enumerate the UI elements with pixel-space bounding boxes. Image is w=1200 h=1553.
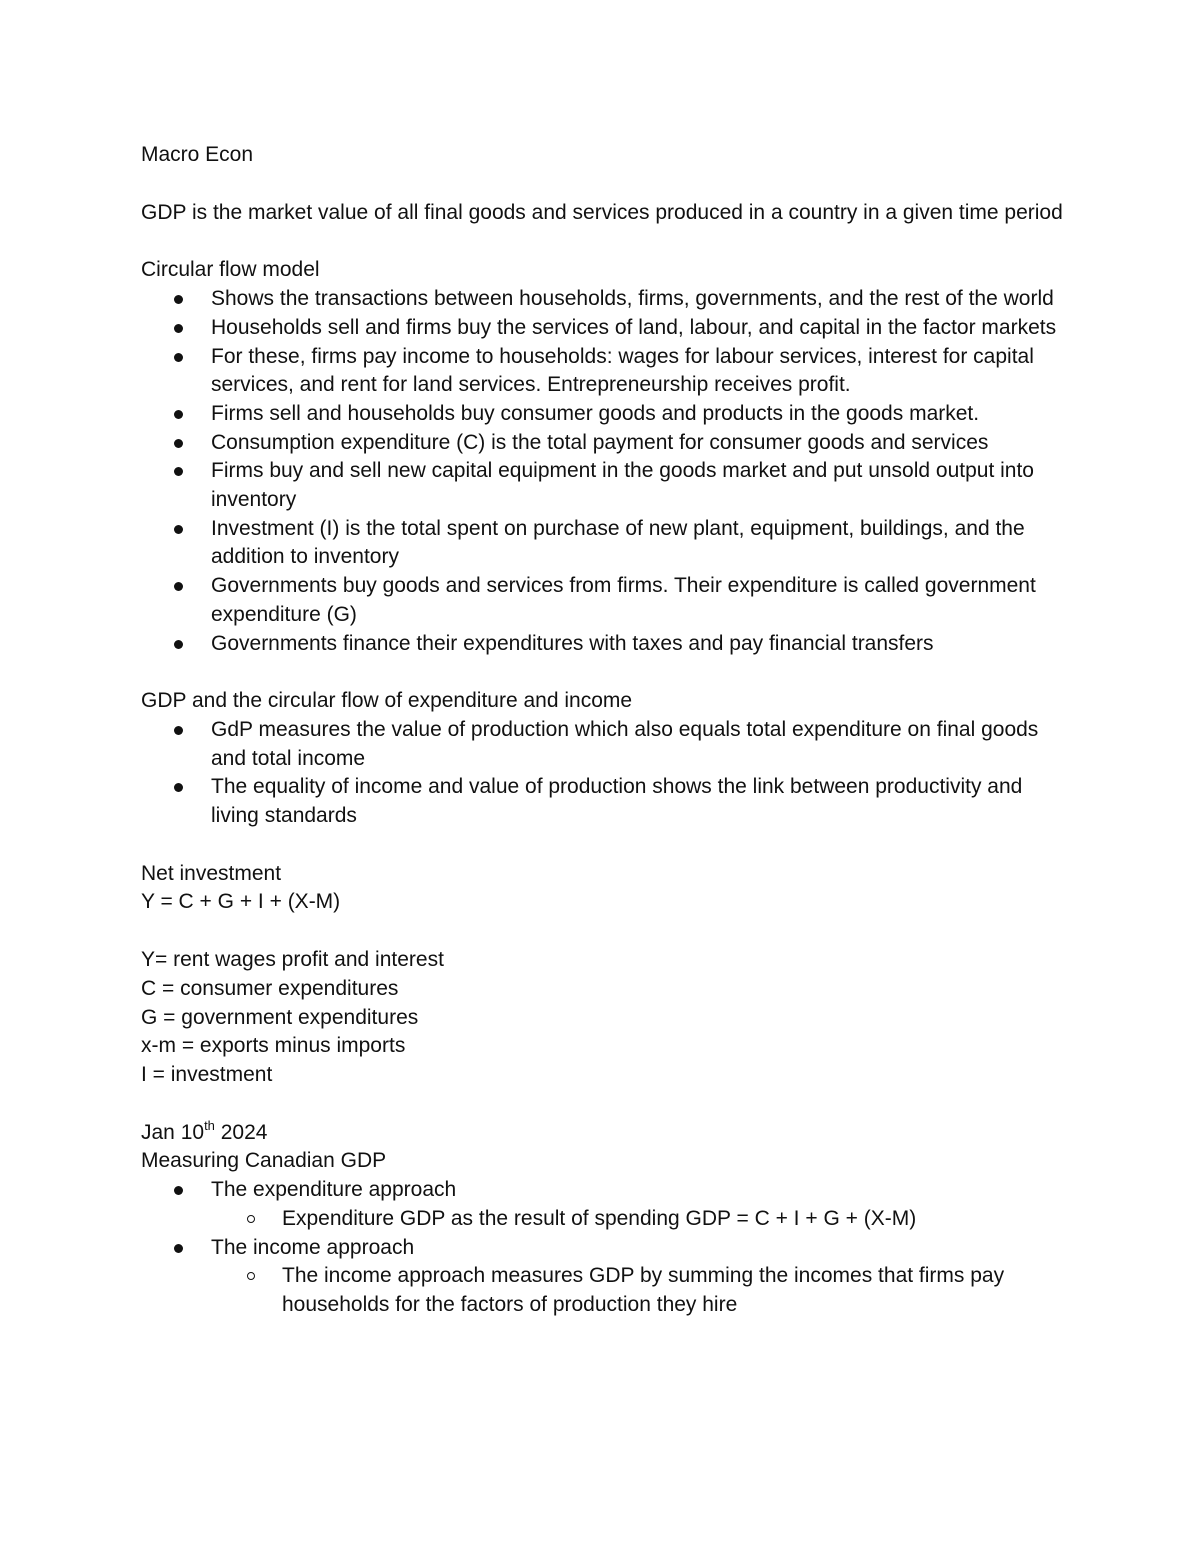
- list-item-text: Households sell and firms buy the services of land, labour, and capital in the factor markets: [211, 315, 1057, 339]
- list-item-text: GdP measures the value of production which also equals total expenditure on final goods and total income: [211, 717, 1039, 770]
- bullet-icon: [174, 582, 183, 591]
- hollow-bullet-icon: [247, 1215, 255, 1223]
- sub-list-item: [282, 1262, 1071, 1319]
- definition-line: I = investment: [141, 1062, 273, 1086]
- approach-detail: Expenditure GDP as the result of spending GDP = C + I + G + (X-M): [282, 1206, 917, 1230]
- list-item: [211, 773, 1071, 830]
- list-item-text: For these, firms pay income to households: wages for labour services, interest for capital services, and rent for land services. Entrepreneurship receives profit.: [211, 344, 1034, 397]
- list-item: [211, 429, 1071, 458]
- bullet-icon: [174, 640, 183, 649]
- sub-list: [211, 1262, 1071, 1319]
- definition-line: Y= rent wages profit and interest: [141, 948, 444, 972]
- list-item: [211, 1234, 1071, 1320]
- list-item: [211, 285, 1071, 314]
- list-item-text: Investment (I) is the total spent on purchase of new plant, equipment, buildings, and the addition to inventory: [211, 516, 1025, 569]
- approach-label: The expenditure approach: [211, 1178, 457, 1202]
- measuring-list: [141, 1176, 1071, 1320]
- list-item: [211, 343, 1071, 400]
- bullet-icon: [174, 439, 183, 448]
- approach-label: The income approach: [211, 1235, 415, 1259]
- gdp-flow-list: [141, 716, 1071, 831]
- spacer: [141, 227, 1071, 256]
- list-item-text: Governments buy goods and services from firms. Their expenditure is called government expenditure (G): [211, 574, 1036, 626]
- bullet-icon: [174, 353, 183, 362]
- gdp-equation: Y = C + G + I + (X-M): [141, 890, 341, 914]
- spacer: [141, 917, 1071, 946]
- definition-line: x-m = exports minus imports: [141, 1034, 406, 1058]
- measuring-heading: Measuring Canadian GDP: [141, 1149, 387, 1173]
- gdp-flow-heading: GDP and the circular flow of expenditure and income: [141, 689, 633, 713]
- sub-list: [211, 1205, 1071, 1234]
- bullet-icon: [174, 783, 183, 792]
- date-year: 2024: [214, 1120, 268, 1144]
- list-item: [211, 314, 1071, 343]
- bullet-icon: [174, 525, 183, 534]
- spacer: [141, 831, 1071, 860]
- document-page: [141, 141, 1071, 1320]
- bullet-icon: [174, 324, 183, 333]
- bullet-icon: [174, 410, 183, 419]
- spacer: [141, 658, 1071, 687]
- bullet-icon: [174, 1186, 183, 1195]
- list-item: [211, 1176, 1071, 1233]
- list-item: [211, 630, 1071, 659]
- list-item-text: Consumption expenditure (C) is the total payment for consumer goods and services: [211, 430, 989, 454]
- list-item: [211, 716, 1071, 773]
- document-title: Macro Econ: [141, 143, 254, 166]
- lecture-date: [141, 1119, 1071, 1148]
- net-investment-heading: Net investment: [141, 861, 282, 885]
- list-item-text: Firms sell and households buy consumer goods and products in the goods market.: [211, 401, 980, 425]
- list-item: [211, 572, 1071, 629]
- gdp-definition: GDP is the market value of all final goods and services produced in a country in a given time period: [141, 200, 1063, 224]
- list-item: [211, 400, 1071, 429]
- list-item-text: Shows the transactions between households, firms, governments, and the rest of the world: [211, 287, 1054, 311]
- date-prefix: Jan 10: [141, 1120, 205, 1144]
- bullet-icon: [174, 726, 183, 735]
- sub-list-item: [282, 1205, 1071, 1234]
- list-item-text: Governments finance their expenditures with taxes and pay financial transfers: [211, 631, 934, 655]
- circular-flow-list: [141, 285, 1071, 658]
- list-item-text: The equality of income and value of production shows the link between productivity and living standards: [211, 775, 1023, 828]
- definition-line: C = consumer expenditures: [141, 976, 399, 1000]
- circular-flow-heading: Circular flow model: [141, 258, 320, 282]
- bullet-icon: [174, 1244, 183, 1253]
- bullet-icon: [174, 467, 183, 476]
- list-item-text: Firms buy and sell new capital equipment in the goods market and put unsold output into inventory: [211, 459, 1034, 512]
- list-item: [211, 457, 1071, 514]
- bullet-icon: [174, 295, 183, 304]
- list-item: [211, 515, 1071, 572]
- spacer: [141, 170, 1071, 199]
- date-suffix: th: [204, 1117, 215, 1133]
- hollow-bullet-icon: [247, 1272, 255, 1280]
- definition-line: G = government expenditures: [141, 1005, 419, 1029]
- spacer: [141, 1090, 1071, 1119]
- approach-detail: The income approach measures GDP by summing the incomes that firms pay households for the factors of production they hire: [282, 1264, 1005, 1316]
